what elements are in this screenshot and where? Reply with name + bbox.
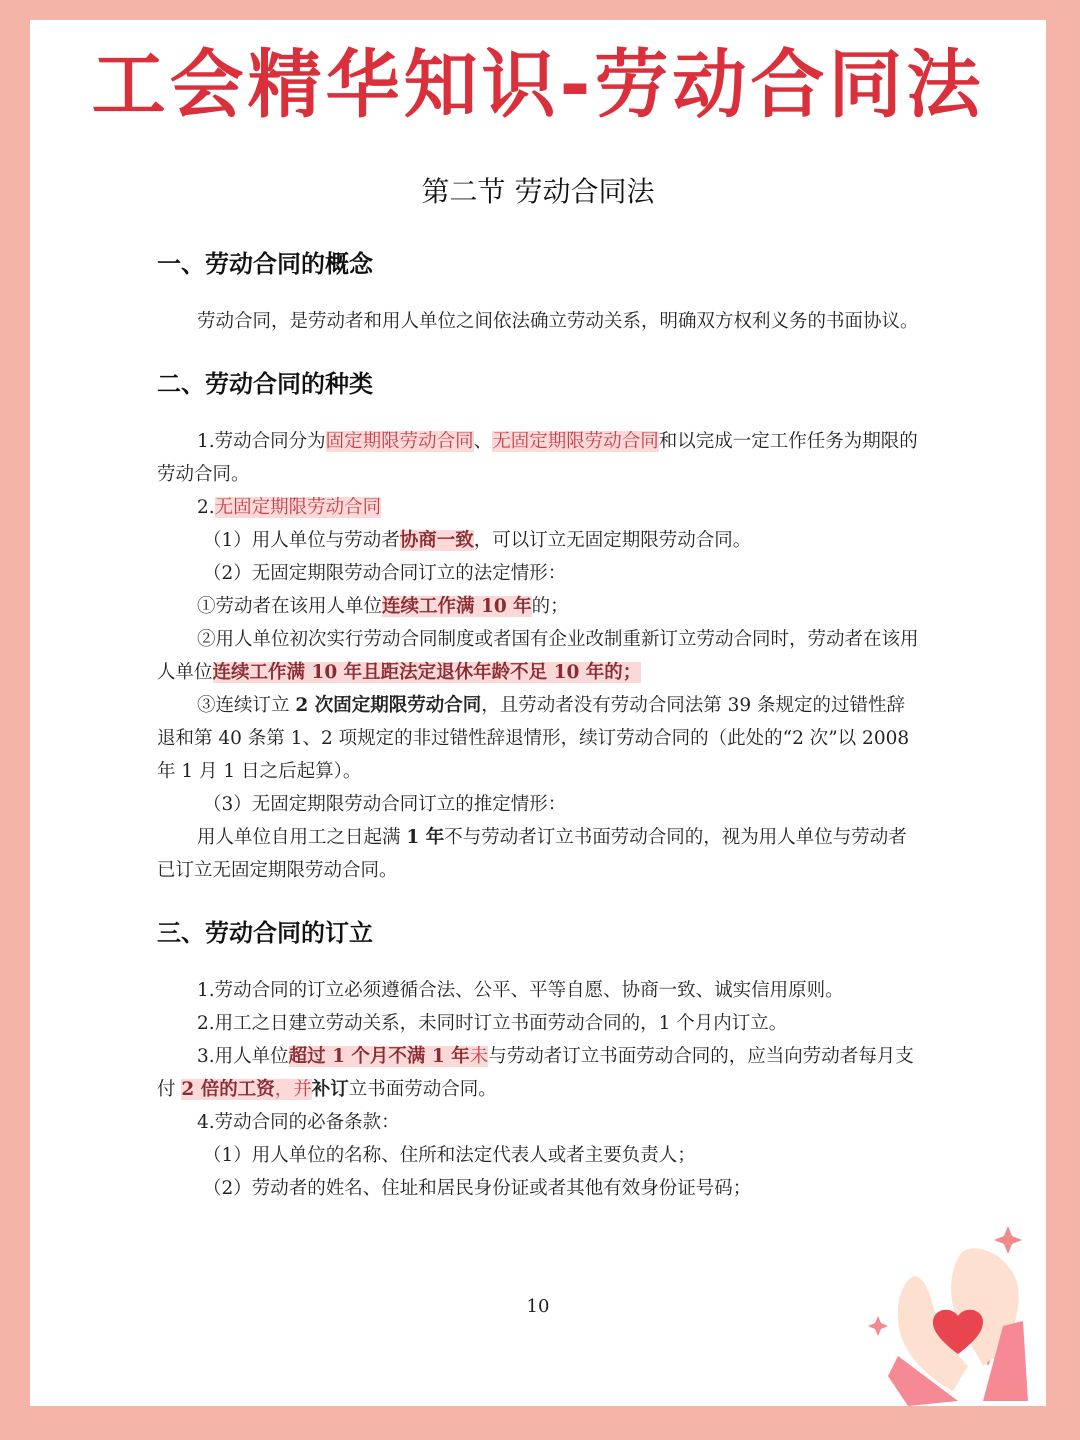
bold-text: 2 次固定期限劳动合同 — [295, 695, 482, 716]
highlight: 连续工作满 10 年且距法定退休年龄不足 10 年的； — [212, 662, 642, 683]
text: 1.劳动合同分为 — [197, 431, 326, 452]
para-types-6 — [157, 623, 920, 689]
document-page — [30, 20, 1046, 1406]
text: ①劳动者在该用人单位 — [197, 596, 383, 617]
para-types-1 — [157, 425, 920, 491]
text: ，且劳动者没有劳动合同法第 39 条规定的过错性辞退和第 40 条第 1、2 项规定的非过错性辞退情形，续订劳动合同的（此处的“2 次”以 2008 年 1 月 1 日之后起算）。 — [157, 695, 910, 782]
para-signing-6: （2）劳动者的姓名、住址和居民身份证或者其他有效身份证号码； — [203, 1178, 752, 1199]
para-types-4: （2）无固定期限劳动合同订立的法定情形： — [203, 563, 567, 584]
para-signing-5: （1）用人单位的名称、住所和法定代表人或者主要负责人； — [203, 1145, 696, 1166]
para-signing-3 — [157, 1040, 920, 1106]
para-types-2 — [157, 491, 920, 524]
text: （1）用人单位与劳动者 — [203, 530, 400, 551]
para-types-5 — [157, 590, 920, 623]
highlight: 超过 1 个月不满 1 年 — [288, 1046, 470, 1067]
text: 、 — [473, 431, 493, 452]
heading-concept: 一、劳动合同的概念 — [157, 250, 373, 278]
para-types-3 — [157, 524, 920, 557]
highlight: 无固定期限劳动合同 — [492, 431, 659, 452]
heart-hands-icon — [858, 1206, 1028, 1406]
section-title: 第二节 劳动合同法 — [421, 175, 655, 208]
para-signing-1: 1.劳动合同的订立必须遵循合法、公平、平等自愿、协商一致、诚实信用原则。 — [197, 980, 844, 1001]
bold-text: 补订 — [311, 1079, 349, 1100]
text: 和以完成一定工作任务为期限的劳动合同。 — [157, 431, 918, 485]
page-number: 10 — [526, 1296, 550, 1317]
text: 用人单位自用工之日起满 — [197, 827, 407, 848]
highlight: 连续工作满 10 年 — [382, 596, 532, 617]
text: 与劳动者订立书面劳动合同的，应当向劳动者每月支付 — [157, 1046, 914, 1100]
para-concept: 劳动合同，是劳动者和用人单位之间依法确立劳动关系，明确双方权利义务的书面协议。 — [197, 311, 919, 332]
highlight: 协商一致 — [399, 530, 474, 551]
bold-text: 1 年 — [406, 827, 445, 848]
text: 不与劳动者订立书面劳动合同的，视为用人单位与劳动者已订立无固定期限劳动合同。 — [157, 827, 907, 881]
highlight: ，并 — [274, 1079, 312, 1100]
highlight: 固定期限劳动合同 — [325, 431, 474, 452]
text: ③连续订立 — [197, 695, 296, 716]
text: 3.用人单位 — [197, 1046, 289, 1067]
highlight: 未 — [469, 1046, 489, 1067]
highlight: 2 倍的工资 — [181, 1079, 275, 1100]
text: 2. — [197, 497, 215, 518]
content-body — [157, 248, 920, 1205]
text: ②用人单位初次实行劳动合同制度或者国有企业改制重新订立劳动合同时，劳动者在该用人单位 — [157, 629, 919, 683]
para-types-9 — [157, 821, 920, 887]
para-types-8: （3）无固定期限劳动合同订立的推定情形： — [203, 794, 567, 815]
heading-types: 二、劳动合同的种类 — [157, 370, 373, 398]
heading-signing: 三、劳动合同的订立 — [157, 919, 373, 947]
banner-title: 工会精华知识-劳动合同法 — [91, 42, 985, 128]
para-signing-4: 4.劳动合同的必备条款： — [197, 1112, 400, 1133]
text: 的； — [531, 596, 569, 617]
text: 立书面劳动合同。 — [348, 1079, 497, 1100]
text: ，可以订立无固定期限劳动合同。 — [473, 530, 752, 551]
highlight: 无固定期限劳动合同 — [214, 497, 382, 518]
para-signing-2: 2.用工之日建立劳动关系，未同时订立书面劳动合同的，1 个月内订立。 — [197, 1013, 788, 1034]
para-types-7 — [157, 689, 920, 788]
